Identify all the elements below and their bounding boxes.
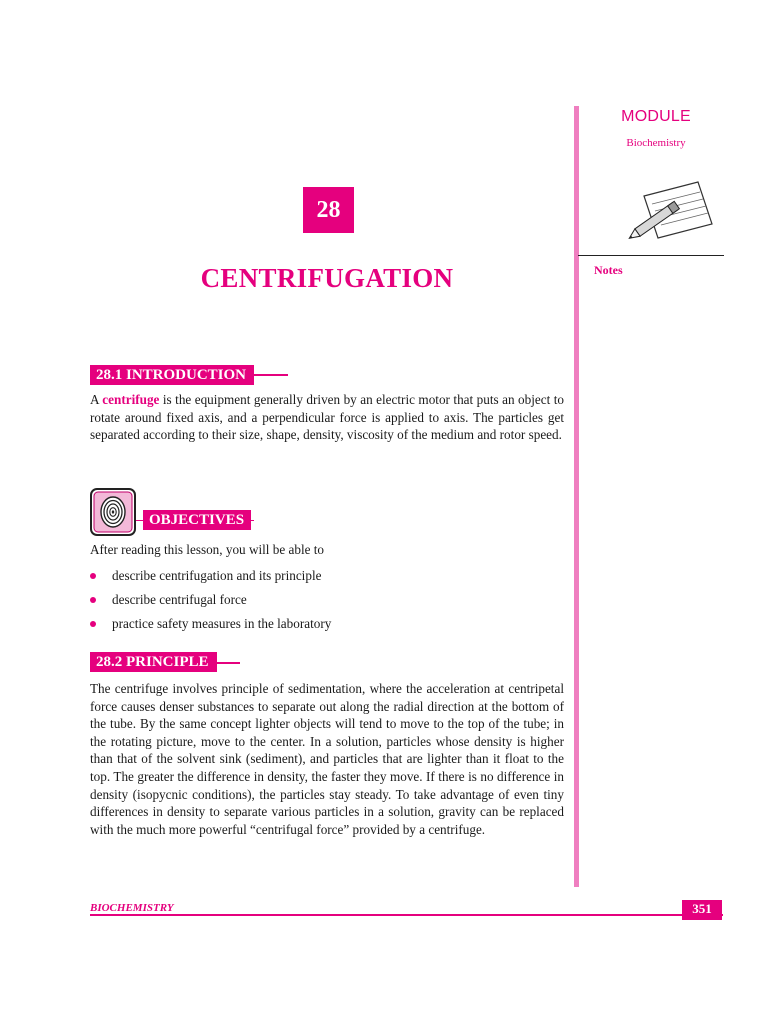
footer-rule [90,914,723,916]
notes-divider [578,255,724,256]
list-item-text: describe centrifugal force [112,592,247,607]
intro-heading: 28.1 INTRODUCTION [90,365,254,385]
page-number: 351 [682,900,722,920]
list-item [90,591,564,615]
footer-subject: BIOCHEMISTRY [90,902,174,914]
objectives-heading: OBJECTIVES [143,510,251,530]
intro-lead: A [90,392,103,407]
notes-label: Notes [594,263,623,277]
notepad-pencil-icon [628,180,714,240]
target-icon [90,488,136,536]
intro-body: is the equipment generally driven by an electric motor that puts an object to rotate around fixed axis, and a perpendicular force is applied to axis. The particles get separated according to their size, shape, density, viscosity of the medium and rotor speed. [90,392,564,443]
list-item-text: describe centrifugation and its principle [112,568,322,583]
objectives-list [90,567,564,639]
list-item [90,567,564,591]
keyword-centrifuge: centrifuge [102,392,160,407]
principle-heading: 28.2 PRINCIPLE [90,652,217,672]
intro-paragraph [90,391,564,444]
bullet-dot-icon [90,573,96,579]
objectives-lead-in: After reading this lesson, you will be able to [90,542,325,557]
module-subject: Biochemistry [626,137,686,149]
principle-paragraph: The centrifuge involves principle of sedimentation, where the acceleration at centripetal force causes denser substances to separate out along the radial direction at the bottom of the tube. By the same concept lighter objects will tend to move to the top of the tube; in the rotating picture, move to the center. In a solution, particles whose density is higher than that of the solvent sink (sediment), and particles that are lighter than it float to the top. The greater the difference in density, the faster they move. If there is no difference in density (isopycnic conditions), the particles stay steady. To take advantage of even tiny differences in density to separate various particles in a solution, gravity can be replaced with the much more powerful “centrifugal force” provided by a centrifuge. [90,681,564,837]
module-title: MODULE [621,108,691,125]
bullet-dot-icon [90,597,96,603]
margin-rule [574,106,579,887]
list-item [90,615,564,639]
list-item-text: practice safety measures in the laboratory [112,616,332,631]
bullet-dot-icon [90,621,96,627]
chapter-number: 28 [303,187,354,233]
chapter-title: CENTRIFUGATION [200,263,454,293]
